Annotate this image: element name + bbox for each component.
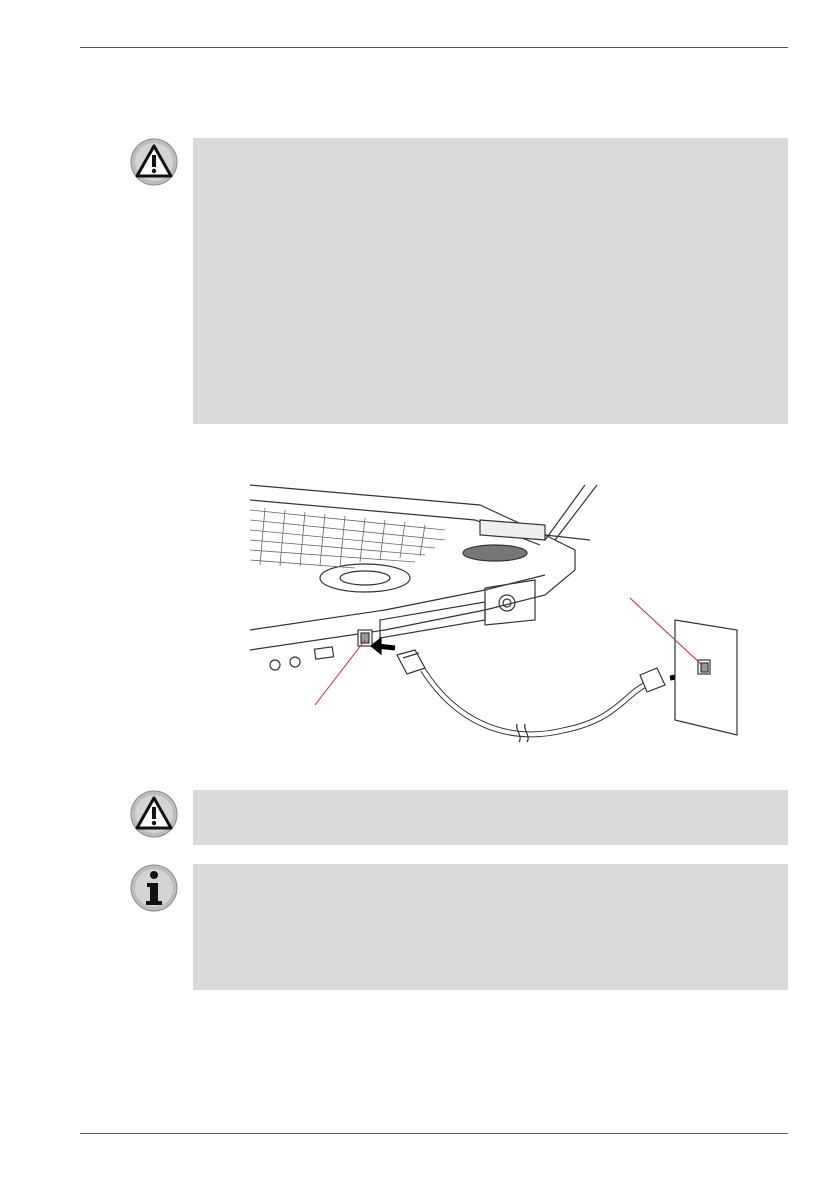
caution-box-1 (193, 138, 788, 424)
warning-triangle-icon (130, 790, 178, 838)
info-icon (130, 864, 178, 912)
warning-triangle-icon (130, 138, 178, 186)
caution-box-2 (193, 790, 788, 845)
footer-rule (80, 1133, 788, 1134)
modem-connection-figure (245, 480, 745, 755)
header-rule (80, 47, 788, 48)
note-box (193, 864, 788, 990)
